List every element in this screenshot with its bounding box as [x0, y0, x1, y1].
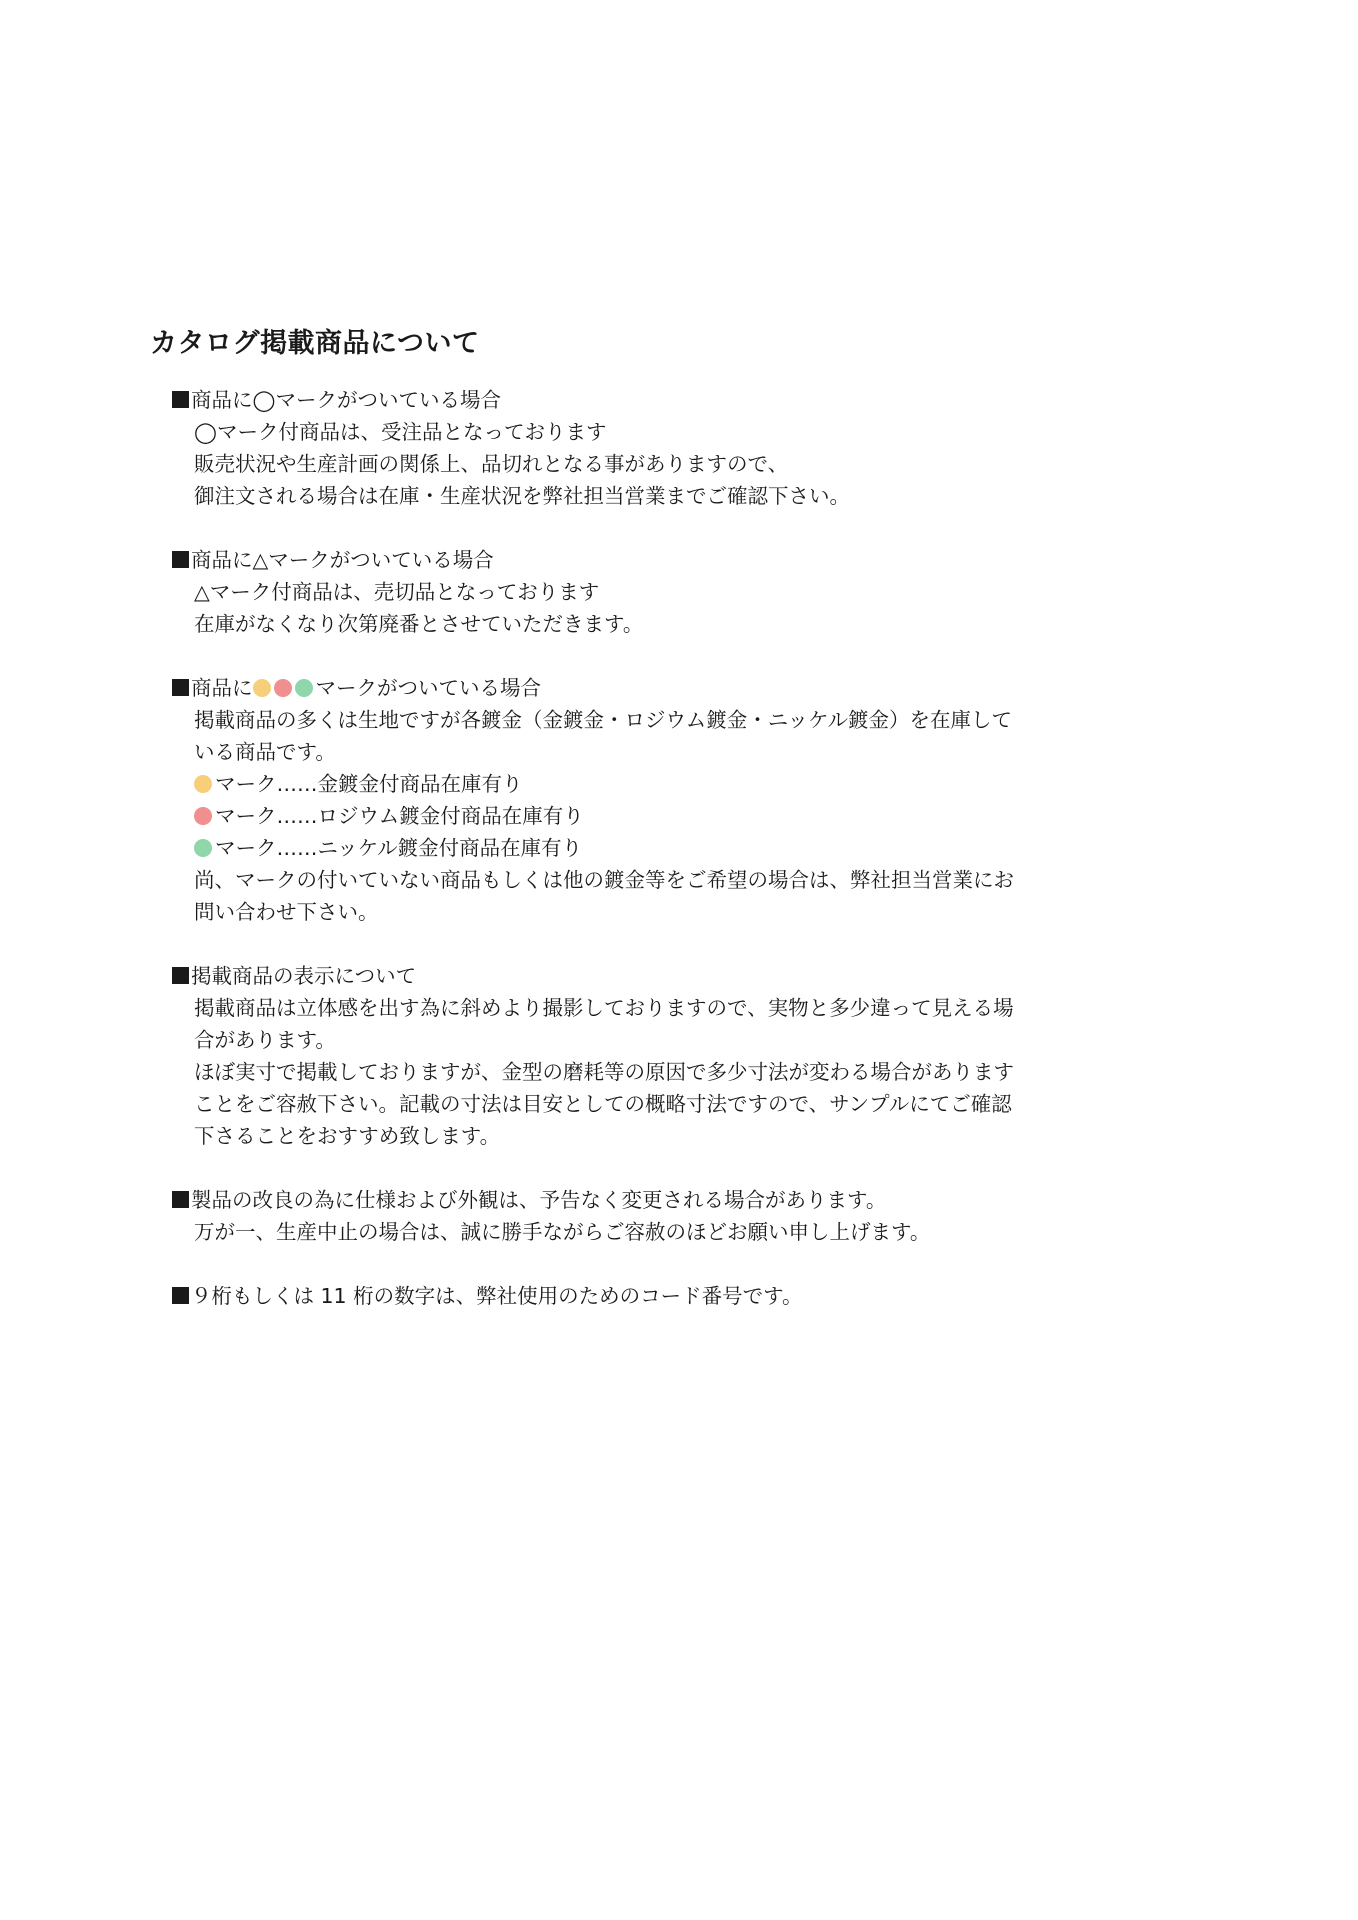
- section-circle-mark: [172, 384, 1132, 512]
- section-product-display: [172, 960, 1132, 1152]
- page-title: カタログ掲載商品について: [150, 328, 480, 359]
- body-line: 掲載商品は立体感を出す為に斜めより撮影しておりますので、実物と多少違って見える場: [194, 996, 1014, 1020]
- heading-text: 製品の改良の為に仕様および外観は、予告なく変更される場合があります。: [191, 1188, 887, 1212]
- body-line: 下さることをおすすめ致します。: [194, 1124, 501, 1148]
- body-line: 万が一、生産中止の場合は、誠に勝手ながらご容赦のほどお願い申し上げます。: [194, 1220, 931, 1244]
- section-triangle-mark: [172, 544, 1132, 640]
- colored-dots: [253, 672, 316, 704]
- body-line: ◯マーク付商品は、受注品となっております: [194, 420, 607, 444]
- heading-text: ９桁もしくは 11 桁の数字は、弊社使用のためのコード番号です。: [191, 1284, 803, 1308]
- section-dot-marks: [172, 672, 1132, 928]
- section-heading: [172, 544, 1132, 576]
- section-heading: [172, 1184, 1132, 1216]
- heading-prefix: 商品に: [191, 676, 253, 700]
- rhodium-dot-icon: [194, 807, 212, 825]
- legend-rhodium: [194, 800, 1132, 832]
- heading-text: 掲載商品の表示について: [191, 964, 417, 988]
- square-bullet-icon: [172, 1287, 189, 1304]
- body-line: 御注文される場合は在庫・生産状況を弊社担当営業までご確認下さい。: [194, 484, 850, 508]
- square-bullet-icon: [172, 967, 189, 984]
- body-line: 在庫がなくなり次第廃番とさせていただきます。: [194, 612, 644, 636]
- section-code-numbers: [172, 1280, 1132, 1312]
- nickel-dot-icon: [194, 839, 212, 857]
- square-bullet-icon: [172, 551, 189, 568]
- legend-nickel-text: マーク……ニッケル鍍金付商品在庫有り: [215, 836, 583, 860]
- notes-content: [172, 384, 1132, 1344]
- section-heading: [172, 672, 1132, 704]
- body-line: ことをご容赦下さい。記載の寸法は目安としての概略寸法ですので、サンプルにてご確認: [194, 1092, 1012, 1116]
- section-heading: [172, 1280, 1132, 1312]
- body-line: 掲載商品の多くは生地ですが各鍍金（金鍍金・ロジウム鍍金・ニッケル鍍金）を在庫して: [194, 708, 1012, 732]
- body-line: いる商品です。: [194, 740, 336, 764]
- nickel-dot-icon: [295, 679, 313, 697]
- gold-dot-icon: [253, 679, 271, 697]
- heading-text: 商品に△マークがついている場合: [191, 548, 494, 572]
- body-line: 尚、マークの付いていない商品もしくは他の鍍金等をご希望の場合は、弊社担当営業にお: [194, 868, 1014, 892]
- body-line: ほぼ実寸で掲載しておりますが、金型の磨耗等の原因で多少寸法が変わる場合があります: [194, 1060, 1014, 1084]
- body-line: 販売状況や生産計画の関係上、品切れとなる事がありますので、: [194, 452, 789, 476]
- square-bullet-icon: [172, 1191, 189, 1208]
- section-heading: [172, 384, 1132, 416]
- body-line: △マーク付商品は、売切品となっております: [194, 580, 600, 604]
- legend-rhodium-text: マーク……ロジウム鍍金付商品在庫有り: [215, 804, 584, 828]
- gold-dot-icon: [194, 775, 212, 793]
- body-line: 問い合わせ下さい。: [194, 900, 379, 924]
- section-heading: [172, 960, 1132, 992]
- square-bullet-icon: [172, 679, 189, 696]
- legend-gold: [194, 768, 1132, 800]
- section-product-improvement: [172, 1184, 1132, 1248]
- body-line: 合があります。: [194, 1028, 336, 1052]
- heading-text: 商品に◯マークがついている場合: [191, 388, 501, 412]
- rhodium-dot-icon: [274, 679, 292, 697]
- legend-gold-text: マーク……金鍍金付商品在庫有り: [215, 772, 523, 796]
- square-bullet-icon: [172, 391, 189, 408]
- heading-suffix: マークがついている場合: [315, 676, 541, 700]
- legend-nickel: [194, 832, 1132, 864]
